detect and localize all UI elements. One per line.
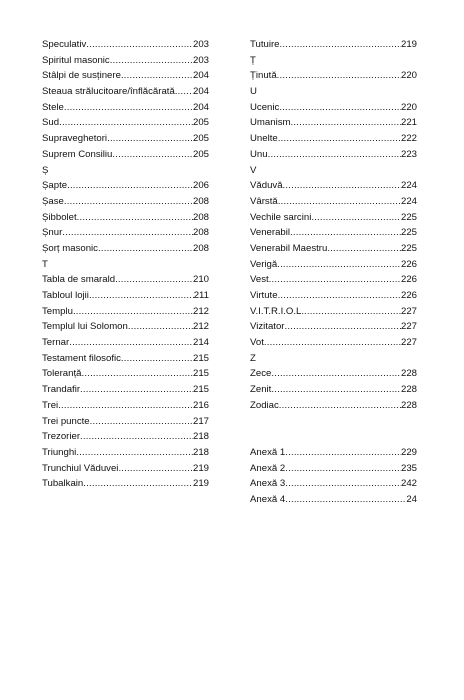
index-term: Tabla de smarald <box>42 274 116 286</box>
blank-line <box>250 414 417 430</box>
page-number: 208 <box>192 227 209 239</box>
page-number: 225 <box>400 242 417 254</box>
index-term: Tabloul lojii <box>42 290 89 301</box>
index-entry <box>250 241 417 257</box>
dot-leader <box>290 225 401 241</box>
index-term: Ternar <box>42 337 70 349</box>
index-term: Templul lui Solomon <box>42 321 128 333</box>
dot-leader <box>279 398 401 414</box>
page-number: 206 <box>192 180 209 192</box>
dot-leader <box>83 476 193 492</box>
index-entry <box>42 131 209 147</box>
index-entry <box>250 68 417 84</box>
page-number: 211 <box>193 290 209 301</box>
page-number: 218 <box>192 446 209 458</box>
index-term: Unu <box>250 148 268 160</box>
dot-leader <box>77 210 193 226</box>
index-entry <box>250 382 417 398</box>
page-number: 225 <box>400 227 417 239</box>
index-term: Steaua strălucitoare/înflăcărată <box>42 86 175 98</box>
index-term: Sud <box>42 117 60 129</box>
index-entry <box>250 257 417 273</box>
dot-leader <box>58 398 193 414</box>
index-term: Trunchiul Văduvei <box>42 462 119 474</box>
index-entry <box>250 131 417 147</box>
index-term: Ucenic <box>250 101 280 113</box>
dot-leader <box>283 178 401 194</box>
index-entry <box>250 319 417 335</box>
page-number: 229 <box>400 446 417 458</box>
index-entry <box>250 178 417 194</box>
page-number: 228 <box>400 399 417 411</box>
dot-leader <box>279 100 401 116</box>
index-entry <box>250 194 417 210</box>
page-number: 225 <box>400 211 417 223</box>
index-term: Triunghi <box>42 446 77 458</box>
index-term: Venerabil Maestru <box>250 242 328 254</box>
dot-leader <box>107 131 193 147</box>
dot-leader <box>285 476 401 492</box>
page-number: 227 <box>400 337 417 349</box>
dot-leader <box>64 100 193 116</box>
page-number: 24 <box>406 493 417 505</box>
index-term: Speculativ <box>42 39 87 50</box>
index-term: Supraveghetori <box>42 133 108 145</box>
dot-leader <box>285 445 401 461</box>
dot-leader <box>271 382 401 398</box>
page-number: 224 <box>400 180 417 192</box>
index-term: Toleranță <box>42 368 82 380</box>
dot-leader <box>80 382 193 398</box>
index-entry <box>42 414 209 430</box>
index-term: Zenit <box>250 384 272 396</box>
index-entry <box>42 288 209 304</box>
dot-leader <box>311 210 401 226</box>
index-entry <box>250 100 417 116</box>
index-entry <box>42 319 209 335</box>
index-term: Ținută <box>250 70 277 82</box>
dot-leader <box>90 414 193 430</box>
dot-leader <box>112 147 193 163</box>
index-entry <box>42 241 209 257</box>
page-number: 208 <box>192 242 209 254</box>
page-number: 210 <box>192 274 209 286</box>
page-number: 222 <box>400 133 417 145</box>
index-term: Tutuire <box>250 39 280 50</box>
dot-leader <box>175 84 193 100</box>
index-term: Vot <box>250 337 264 349</box>
dot-leader <box>80 429 193 445</box>
index-entry <box>250 476 417 492</box>
index-entry <box>42 68 209 84</box>
dot-leader <box>277 68 401 84</box>
page-number: 217 <box>192 415 209 427</box>
dot-leader <box>118 461 193 477</box>
page-number: 216 <box>192 399 209 411</box>
index-entry <box>250 366 417 382</box>
dot-leader <box>327 241 401 257</box>
section-letter: V <box>250 164 257 176</box>
index-entry <box>250 225 417 241</box>
page-number: 215 <box>192 384 209 396</box>
page-number: 204 <box>192 101 209 113</box>
dot-leader <box>86 37 193 53</box>
index-term: Șnur <box>42 227 63 239</box>
index-term: Văduvă <box>250 180 283 192</box>
index-entry <box>250 115 417 131</box>
page-number: 219 <box>192 462 209 474</box>
dot-leader <box>278 288 401 304</box>
dot-leader <box>264 335 401 351</box>
index-entry <box>42 53 209 69</box>
index-entry <box>42 398 209 414</box>
page-number: 242 <box>400 478 417 490</box>
index-term: Șase <box>42 195 64 207</box>
dot-leader <box>62 225 193 241</box>
page-number: 221 <box>400 117 417 129</box>
page-number: 215 <box>192 368 209 380</box>
page-number: 227 <box>400 321 417 333</box>
index-entry <box>42 84 209 100</box>
index-term: Suprem Consiliu <box>42 148 113 160</box>
section-letter: Ș <box>42 164 49 176</box>
page-number: 203 <box>192 54 209 66</box>
index-entry <box>250 147 417 163</box>
dot-leader <box>304 304 401 320</box>
index-entry <box>42 272 209 288</box>
dot-leader <box>128 319 193 335</box>
index-entry <box>42 476 209 492</box>
dot-leader <box>115 272 193 288</box>
index-entry <box>42 115 209 131</box>
dot-leader <box>59 115 193 131</box>
index-term: Tubalkain <box>42 478 84 490</box>
page-number: 219 <box>192 478 209 490</box>
dot-leader <box>76 445 193 461</box>
index-entry <box>42 382 209 398</box>
page-number: 205 <box>192 117 209 129</box>
index-term: Trezorier <box>42 431 81 443</box>
dot-leader <box>81 366 193 382</box>
index-entry <box>42 351 209 367</box>
index-term: Stâlpi de susținere <box>42 70 121 82</box>
index-term: Anexă 4 <box>250 493 286 505</box>
dot-leader <box>64 194 193 210</box>
index-entry <box>250 335 417 351</box>
index-entry <box>250 288 417 304</box>
index-term: Zece <box>250 368 272 380</box>
page-number: 219 <box>400 39 417 50</box>
blank-line <box>250 429 417 445</box>
page-number: 205 <box>192 148 209 160</box>
section-letter: Ț <box>250 54 256 66</box>
index-entry <box>250 210 417 226</box>
dot-leader <box>285 461 401 477</box>
dot-leader <box>278 131 401 147</box>
index-entry <box>250 445 417 461</box>
index-entry <box>250 398 417 414</box>
index-term: Anexă 1 <box>250 446 286 458</box>
index-entry <box>42 335 209 351</box>
index-term: Vizitator <box>250 321 285 333</box>
section-letter: Z <box>250 352 256 364</box>
index-term: Anexă 2 <box>250 462 286 474</box>
page-number: 220 <box>400 70 417 82</box>
dot-leader <box>110 53 193 69</box>
page-number: 226 <box>400 258 417 270</box>
dot-leader <box>268 147 401 163</box>
index-entry <box>250 37 417 53</box>
dot-leader <box>89 288 194 304</box>
page-number: 205 <box>192 133 209 145</box>
page-number: 218 <box>192 431 209 443</box>
page-number: 212 <box>192 321 209 333</box>
page-number: 227 <box>400 305 417 317</box>
page-number: 223 <box>400 148 417 160</box>
index-entry <box>42 194 209 210</box>
index-term: Virtute <box>250 290 278 301</box>
index-entry <box>250 492 417 508</box>
index-term: Șorț masonic <box>42 242 98 254</box>
index-column-left <box>42 37 209 492</box>
index-entry <box>250 272 417 288</box>
index-entry <box>42 429 209 445</box>
page-number: 215 <box>192 352 209 364</box>
index-term: Unelte <box>250 133 278 145</box>
index-term: Verigă <box>250 258 278 270</box>
page-number: 226 <box>400 274 417 286</box>
section-letter: T <box>42 258 48 270</box>
index-term: Umanism <box>250 117 291 129</box>
page-number: 224 <box>400 195 417 207</box>
dot-leader <box>291 115 401 131</box>
index-column-right <box>250 37 417 508</box>
dot-leader <box>269 272 401 288</box>
page-number: 228 <box>400 368 417 380</box>
page-number: 208 <box>192 211 209 223</box>
index-term: Spiritul masonic <box>42 54 110 66</box>
index-term: Trei <box>42 399 59 411</box>
dot-leader <box>121 351 193 367</box>
dot-leader <box>98 241 193 257</box>
page-number: 204 <box>192 70 209 82</box>
index-term: Șapte <box>42 180 68 192</box>
index-term: Vârstă <box>250 195 278 207</box>
dot-leader <box>69 335 193 351</box>
index-term: Anexă 3 <box>250 478 286 490</box>
page-number: 204 <box>192 86 209 98</box>
dot-leader <box>285 492 406 508</box>
index-entry <box>42 304 209 320</box>
index-term: Venerabil <box>250 227 291 239</box>
dot-leader <box>67 178 193 194</box>
index-term: Testament filosofic <box>42 352 121 364</box>
index-term: Trei puncte <box>42 415 90 427</box>
index-entry <box>42 225 209 241</box>
index-term: Templu <box>42 305 73 317</box>
index-term: Zodiac <box>250 399 279 411</box>
page-number: 228 <box>400 384 417 396</box>
index-term: Trandafir <box>42 384 81 396</box>
section-letter: U <box>250 86 257 98</box>
index-entry <box>42 445 209 461</box>
index-entry <box>42 210 209 226</box>
dot-leader <box>271 366 401 382</box>
page-number: 208 <box>192 195 209 207</box>
index-entry <box>42 147 209 163</box>
page-number: 220 <box>400 101 417 113</box>
index-entry <box>42 178 209 194</box>
page-number: 203 <box>192 39 209 50</box>
index-entry <box>250 304 417 320</box>
dot-leader <box>277 257 401 273</box>
page-number: 214 <box>192 337 209 349</box>
page-number: 235 <box>400 462 417 474</box>
page-number: 212 <box>192 305 209 317</box>
index-term: Vechile sarcini <box>250 211 312 223</box>
index-entry <box>250 461 417 477</box>
index-term: V.I.T.R.I.O.L. <box>250 305 305 317</box>
index-term: Șibbolet <box>42 211 77 223</box>
index-entry <box>42 100 209 116</box>
index-entry <box>42 366 209 382</box>
page-number: 226 <box>400 290 417 301</box>
index-entry <box>42 37 209 53</box>
index-term: Vest <box>250 274 269 286</box>
dot-leader <box>284 319 401 335</box>
dot-leader <box>280 37 401 53</box>
dot-leader <box>121 68 193 84</box>
index-entry <box>42 461 209 477</box>
index-term: Stele <box>42 101 64 113</box>
dot-leader <box>278 194 401 210</box>
dot-leader <box>73 304 193 320</box>
